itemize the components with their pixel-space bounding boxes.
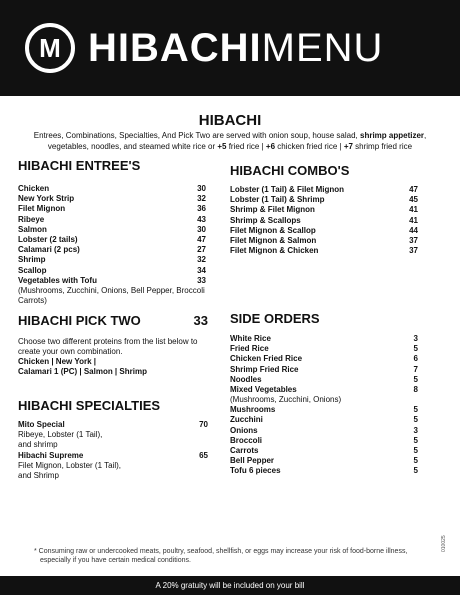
pick-two-description <box>18 337 218 377</box>
list-item: Chicken 30 <box>18 184 206 193</box>
list-item: Ribeye 43 <box>18 214 206 224</box>
list-item: Broccoli 5 <box>230 435 418 445</box>
list-item: Shrimp & Scallops 41 <box>230 215 418 225</box>
list-item: Bell Pepper 5 <box>230 456 418 466</box>
pick-two-desc: Choose two different proteins from the list below to create your own combination. <box>18 337 198 356</box>
pick-two-header <box>18 313 208 328</box>
list-item: New York Strip 32 <box>18 194 206 204</box>
menu-code: 010025 <box>441 535 447 552</box>
list-item: Shrimp Fried Rice 7 <box>230 364 418 374</box>
list-item: Chicken Fried Rice 6 <box>230 354 418 364</box>
sides-title: SIDE ORDERS <box>230 311 320 326</box>
mito-logo-icon <box>24 22 76 74</box>
header-banner <box>0 0 460 96</box>
sides-list <box>230 334 418 476</box>
specialty-item: Hibachi Supreme 65 Filet Mignon, Lobster (1 Tail), and Shrimp <box>18 451 208 480</box>
pick-two-price: 33 <box>193 313 208 328</box>
list-item: Filet Mignon & Chicken 37 <box>230 246 418 256</box>
list-item: Shrimp 32 <box>18 255 206 265</box>
pick-two-title: HIBACHI PICK TWO <box>18 313 141 328</box>
svg-text:M: M <box>39 33 61 63</box>
list-item: White Rice 3 <box>230 334 418 343</box>
intro-text: Entrees, Combinations, Specialties, And Pick Two are served with onion soup, house salad, shrimp appetizer, vegetables, noodles, and steamed white rice or +5 fried rice | +6 chicken fried rice | +7 shrimp fried rice <box>33 131 427 151</box>
list-item: Filet Mignon & Salmon 37 <box>230 235 418 245</box>
list-item: Onions 3 <box>230 425 418 435</box>
combos-list <box>230 185 418 256</box>
list-item: Filet Mignon & Scallop 44 <box>230 225 418 235</box>
list-item: Vegetables with Tofu 33 <box>18 275 206 285</box>
intro-title: HIBACHI <box>198 112 262 129</box>
list-item: Carrots 5 <box>230 445 418 455</box>
entrees-list <box>18 184 206 306</box>
list-item: Shrimp & Filet Mignon 41 <box>230 205 418 215</box>
list-item: Lobster (2 tails) 47 <box>18 234 206 244</box>
pick-two-options-2: Calamari 1 (PC) | Salmon | Shrimp <box>18 367 147 376</box>
list-item: Filet Mignon 36 <box>18 204 206 214</box>
vegetables-note: (Mushrooms, Zucchini, Onions, Bell Pepper, Broccoli Carrots) <box>18 285 205 305</box>
specialty-item: Mito Special 70 Ribeye, Lobster (1 Tail), and shrimp <box>18 420 208 449</box>
specialties-title: HIBACHI SPECIALTIES <box>18 398 161 413</box>
list-item: Tofu 6 pieces 5 <box>230 466 418 476</box>
list-item: Mixed Vegetables 8 <box>230 384 418 394</box>
list-item: Scallop 34 <box>18 265 206 275</box>
list-item: Lobster (1 Tail) & Filet Mignon 47 <box>230 185 418 194</box>
list-item: Zucchini 5 <box>230 415 418 425</box>
combos-title: HIBACHI COMBO'S <box>230 163 350 178</box>
list-item: Noodles 5 <box>230 374 418 384</box>
list-item: Calamari (2 pcs) 27 <box>18 245 206 255</box>
entrees-title: HIBACHI ENTREE'S <box>18 158 141 173</box>
list-item: Fried Rice 5 <box>230 344 418 354</box>
list-item: Mushrooms 5 <box>230 405 418 415</box>
food-safety-disclaimer: * Consuming raw or undercooked meats, poultry, seafood, shellfish, or eggs may increase your risk of food-borne illness, especially if you have certain medical conditions. <box>34 548 408 564</box>
mixed-vegetables-note: (Mushrooms, Zucchini, Onions) <box>230 395 342 405</box>
menu-title: HIBACHIMENU <box>88 26 384 70</box>
list-item: Lobster (1 Tail) & Shrimp 45 <box>230 195 418 205</box>
pick-two-options-1: Chicken | New York | <box>18 357 96 366</box>
list-item: Salmon 30 <box>18 224 206 234</box>
gratuity-footer: A 20% gratuity will be included on your bill <box>0 576 460 595</box>
